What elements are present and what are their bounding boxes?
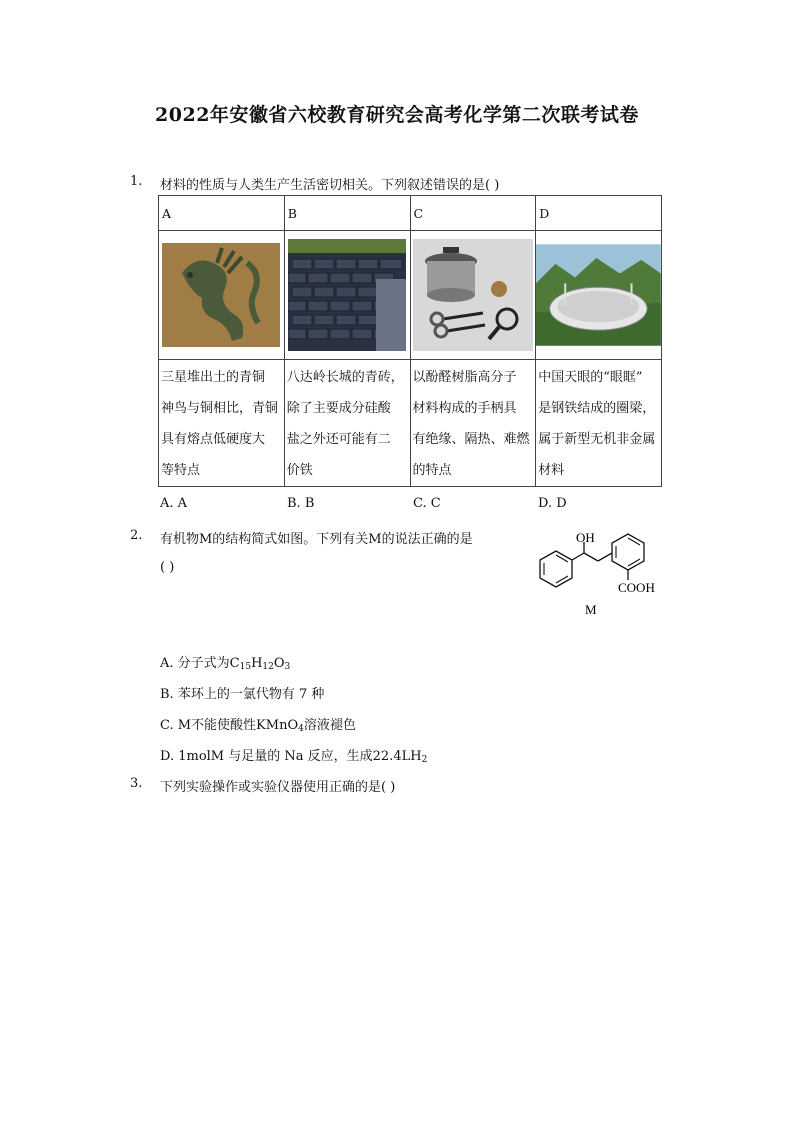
choice-c[interactable]: C. C bbox=[413, 496, 441, 511]
option-d-text: 中国天眼的“眼眶” 是钢铁结成的圈梁， 属于新型无机非金属 材料 bbox=[536, 360, 662, 487]
choice-d[interactable]: D. D bbox=[538, 496, 567, 511]
pot-and-tools-image bbox=[413, 239, 533, 351]
table-header-c: C bbox=[410, 196, 536, 231]
choice-b[interactable]: B. B bbox=[287, 496, 315, 511]
option-a-text: 三星堆出土的青铜 神鸟与铜相比，青铜 具有熔点低硬度大 等特点 bbox=[159, 360, 285, 487]
question-1-table bbox=[158, 195, 662, 487]
question-2-stem: 有机物M的结构简式如图。下列有关M的说法正确的是 bbox=[160, 532, 473, 547]
cooh-label: COOH bbox=[618, 580, 655, 595]
option-c[interactable]: C. M不能使酸性KMnO$_4$溶液褪色 bbox=[160, 718, 356, 734]
question-2-paren: ( ) bbox=[160, 560, 175, 575]
option-d[interactable]: D. 1molM 与足量的 Na 反应，生成$22.4LH_2$ bbox=[160, 749, 428, 765]
option-b-text: 八达岭长城的青砖， 除了主要成分硅酸 盐之外还可能有二 价铁 bbox=[284, 360, 410, 487]
question-1-stem: 材料的性质与人类生产生活密切相关。下列叙述错误的是( ) bbox=[160, 178, 500, 193]
bronze-bird-image bbox=[162, 243, 280, 347]
fast-telescope-image bbox=[536, 243, 661, 347]
great-wall-image bbox=[288, 239, 406, 351]
question-3-number: 3. bbox=[130, 776, 143, 791]
page-title: 2022年安徽省六校教育研究会高考化学第二次联考试卷 bbox=[155, 104, 639, 126]
choice-a[interactable]: A. A bbox=[160, 496, 188, 511]
table-header-b: B bbox=[284, 196, 410, 231]
question-1-number: 1. bbox=[130, 174, 143, 189]
option-c-text: 以酚醛树脂高分子 材料构成的手柄具 有绝缘、隔热、难燃 的特点 bbox=[410, 360, 536, 487]
table-header-d: D bbox=[536, 196, 662, 231]
option-a[interactable]: A. 分子式为$C_{15}H_{12}O_3$ bbox=[160, 656, 291, 672]
m-label: M bbox=[585, 602, 597, 617]
table-header-a: A bbox=[159, 196, 285, 231]
option-b[interactable]: B. 苯环上的一氯代物有 7 种 bbox=[160, 687, 325, 702]
oh-label: OH bbox=[576, 530, 595, 545]
question-2-number: 2. bbox=[130, 528, 143, 543]
molecule-m-structure bbox=[520, 528, 670, 618]
question-3-stem: 下列实验操作或实验仪器使用正确的是( ) bbox=[160, 780, 396, 795]
